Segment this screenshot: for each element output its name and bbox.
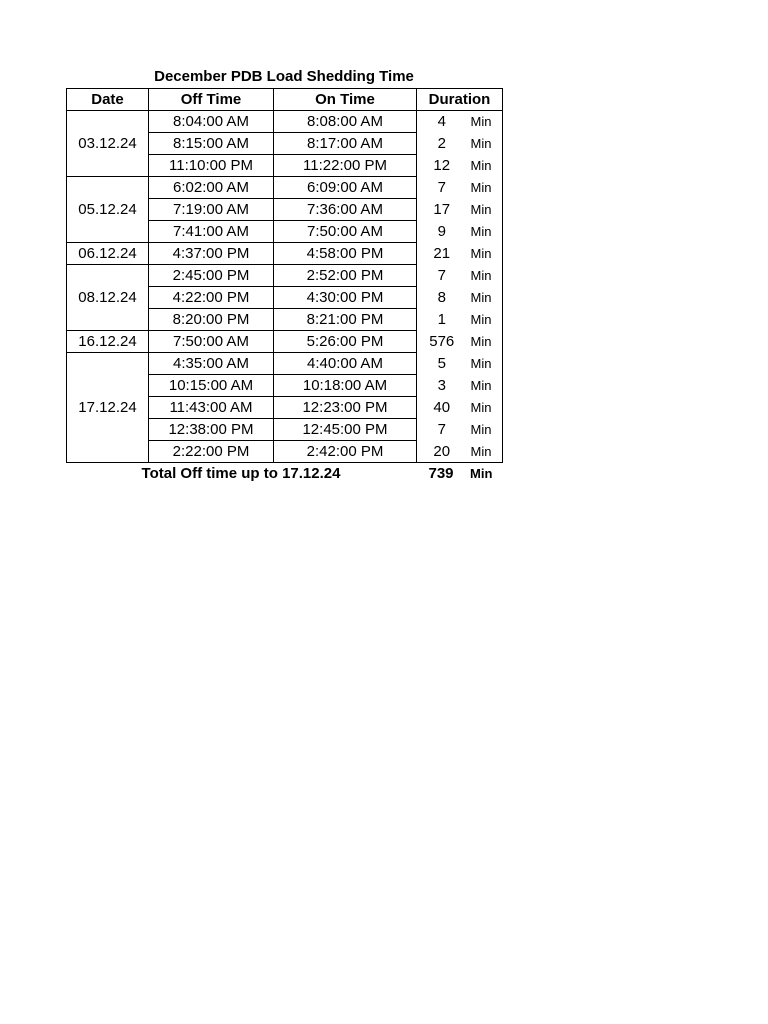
duration-cell: 2 xyxy=(417,133,467,155)
sheet-title: December PDB Load Shedding Time xyxy=(154,68,414,85)
table-row xyxy=(67,353,503,375)
duration-cell: 5 xyxy=(417,353,467,375)
duration-unit: Min xyxy=(467,133,503,155)
off-time-cell: 10:15:00 AM xyxy=(149,375,274,397)
off-time-cell: 4:22:00 PM xyxy=(149,287,274,309)
on-time-cell: 8:08:00 AM xyxy=(274,111,417,133)
duration-cell: 17 xyxy=(417,199,467,221)
on-time-cell: 6:09:00 AM xyxy=(274,177,417,199)
header-row xyxy=(67,89,503,111)
table-row xyxy=(67,243,503,265)
duration-cell: 7 xyxy=(417,177,467,199)
on-time-cell: 12:23:00 PM xyxy=(274,397,417,419)
duration-unit: Min xyxy=(467,419,503,441)
off-time-cell: 4:35:00 AM xyxy=(149,353,274,375)
duration-cell: 12 xyxy=(417,155,467,177)
date-cell: 03.12.24 xyxy=(67,111,149,177)
table-row xyxy=(67,265,503,287)
off-time-cell: 8:04:00 AM xyxy=(149,111,274,133)
off-time-cell: 12:38:00 PM xyxy=(149,419,274,441)
duration-unit: Min xyxy=(467,331,503,353)
off-time-cell: 7:50:00 AM xyxy=(149,331,274,353)
duration-unit: Min xyxy=(467,397,503,419)
duration-cell: 7 xyxy=(417,419,467,441)
duration-cell: 20 xyxy=(417,441,467,463)
duration-unit: Min xyxy=(467,287,503,309)
date-cell: 16.12.24 xyxy=(67,331,149,353)
off-time-header: Off Time xyxy=(149,89,274,111)
off-time-cell: 6:02:00 AM xyxy=(149,177,274,199)
table-row xyxy=(67,111,503,133)
duration-unit: Min xyxy=(467,309,503,331)
duration-cell: 576 xyxy=(417,331,467,353)
on-time-cell: 4:40:00 AM xyxy=(274,353,417,375)
on-time-cell: 10:18:00 AM xyxy=(274,375,417,397)
duration-cell: 21 xyxy=(417,243,467,265)
total-value: 739 xyxy=(428,465,454,482)
on-time-cell: 4:58:00 PM xyxy=(274,243,417,265)
duration-unit: Min xyxy=(467,243,503,265)
on-time-cell: 8:21:00 PM xyxy=(274,309,417,331)
table-row xyxy=(67,177,503,199)
load-shedding-table xyxy=(66,88,503,463)
duration-cell: 9 xyxy=(417,221,467,243)
total-label: Total Off time up to 17.12.24 xyxy=(141,465,341,482)
date-header: Date xyxy=(67,89,149,111)
table-row xyxy=(67,331,503,353)
duration-cell: 3 xyxy=(417,375,467,397)
off-time-cell: 2:45:00 PM xyxy=(149,265,274,287)
on-time-cell: 8:17:00 AM xyxy=(274,133,417,155)
duration-unit: Min xyxy=(467,199,503,221)
duration-header: Duration xyxy=(417,89,503,111)
off-time-cell: 4:37:00 PM xyxy=(149,243,274,265)
date-cell: 08.12.24 xyxy=(67,265,149,331)
duration-unit: Min xyxy=(467,265,503,287)
duration-cell: 7 xyxy=(417,265,467,287)
off-time-cell: 8:20:00 PM xyxy=(149,309,274,331)
duration-unit: Min xyxy=(467,353,503,375)
duration-unit: Min xyxy=(467,441,503,463)
on-time-cell: 7:50:00 AM xyxy=(274,221,417,243)
on-time-cell: 2:42:00 PM xyxy=(274,441,417,463)
duration-unit: Min xyxy=(467,177,503,199)
duration-unit: Min xyxy=(467,111,503,133)
total-unit: Min xyxy=(470,466,493,481)
off-time-cell: 7:41:00 AM xyxy=(149,221,274,243)
duration-cell: 4 xyxy=(417,111,467,133)
on-time-cell: 5:26:00 PM xyxy=(274,331,417,353)
off-time-cell: 7:19:00 AM xyxy=(149,199,274,221)
duration-unit: Min xyxy=(467,155,503,177)
duration-cell: 1 xyxy=(417,309,467,331)
on-time-cell: 2:52:00 PM xyxy=(274,265,417,287)
duration-unit: Min xyxy=(467,375,503,397)
duration-cell: 40 xyxy=(417,397,467,419)
duration-cell: 8 xyxy=(417,287,467,309)
on-time-cell: 12:45:00 PM xyxy=(274,419,417,441)
date-cell: 06.12.24 xyxy=(67,243,149,265)
on-time-cell: 11:22:00 PM xyxy=(274,155,417,177)
off-time-cell: 11:43:00 AM xyxy=(149,397,274,419)
off-time-cell: 11:10:00 PM xyxy=(149,155,274,177)
off-time-cell: 8:15:00 AM xyxy=(149,133,274,155)
duration-unit: Min xyxy=(467,221,503,243)
on-time-cell: 4:30:00 PM xyxy=(274,287,417,309)
on-time-cell: 7:36:00 AM xyxy=(274,199,417,221)
on-time-header: On Time xyxy=(274,89,417,111)
off-time-cell: 2:22:00 PM xyxy=(149,441,274,463)
date-cell: 17.12.24 xyxy=(67,353,149,463)
date-cell: 05.12.24 xyxy=(67,177,149,243)
